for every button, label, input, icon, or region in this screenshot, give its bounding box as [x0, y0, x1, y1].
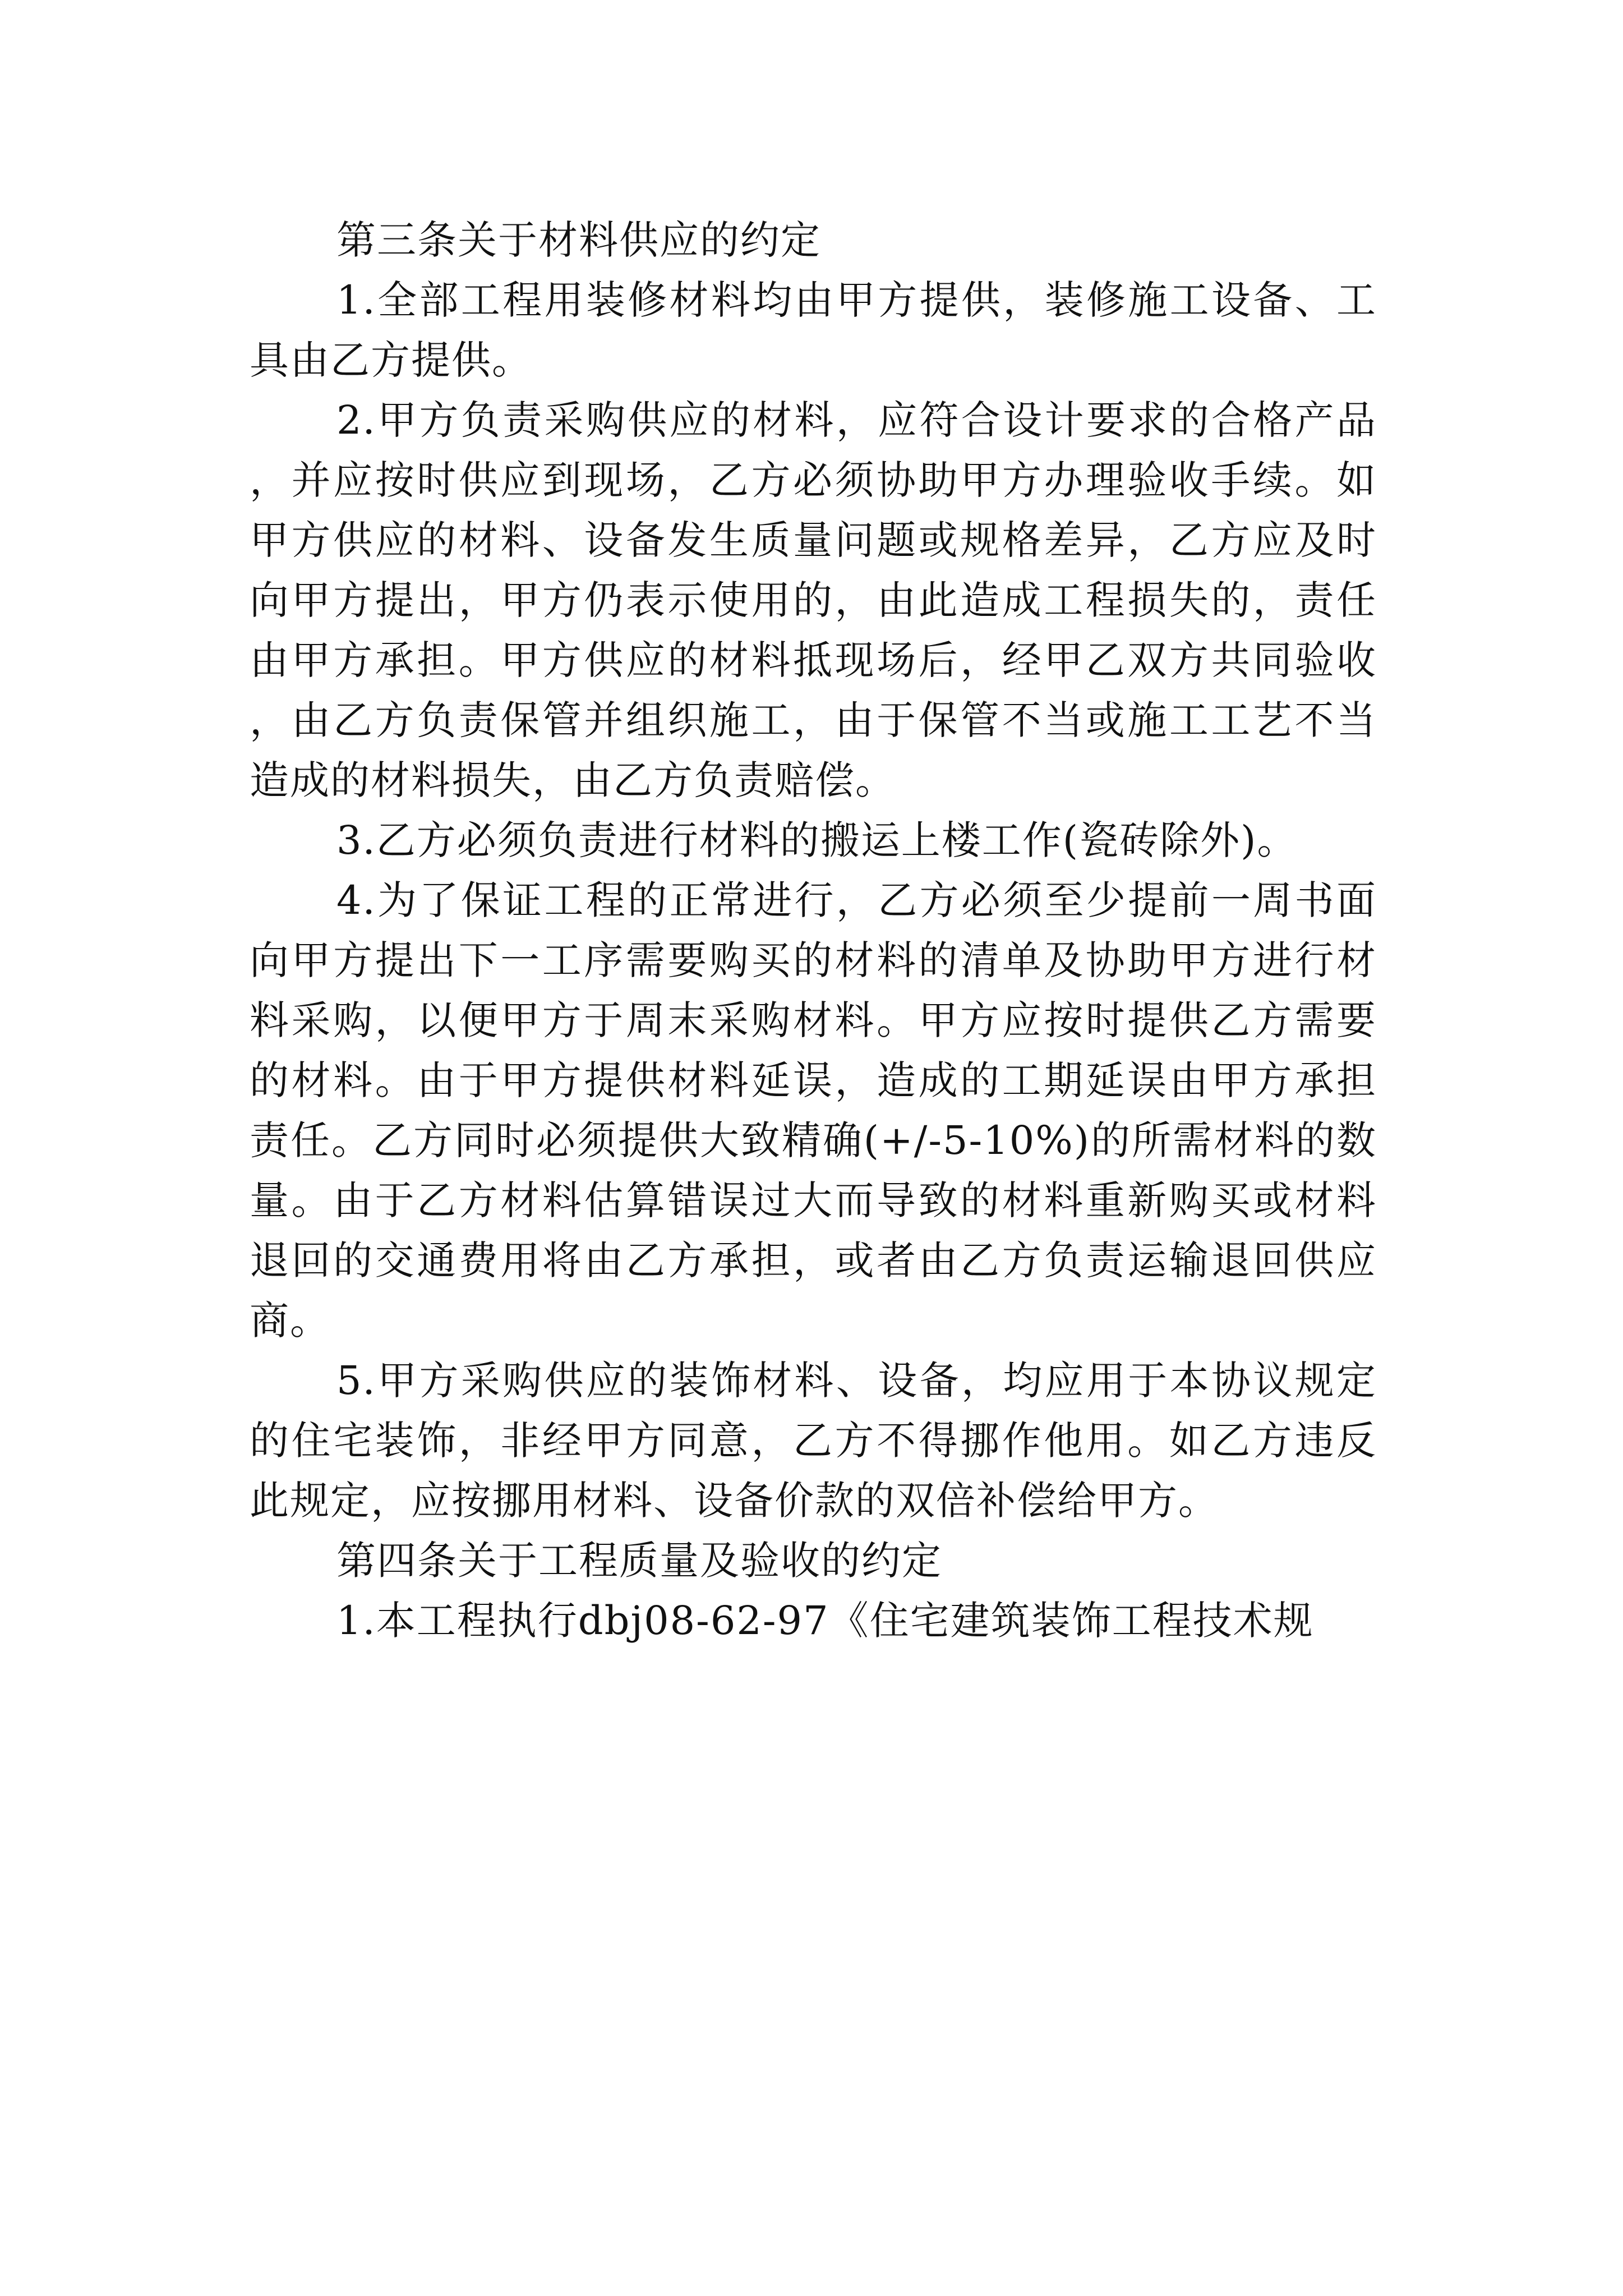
clause-paragraph: 1.本工程执行dbj08-62-97《住宅建筑装饰工程技术规	[336, 1598, 1314, 1644]
clause-paragraph: 5.甲方采购供应的装饰材料、设备，均应用于本协议规定的住宅装饰，非经甲方同意，乙方不得挪作他用。如乙方违反此规定，应按挪用材料、设备价款的双倍补偿给甲方。	[250, 1358, 1377, 1524]
document-body	[250, 210, 1377, 1651]
clause-paragraph: 2.甲方负责采购供应的材料，应符合设计要求的合格产品，并应按时供应到现场，乙方必须协助甲方办理验收手续。如甲方供应的材料、设备发生质量问题或规格差异，乙方应及时向甲方提出，甲方仍表示使用的，由此造成工程损失的，责任由甲方承担。甲方供应的材料抵现场后，经甲乙双方共同验收，由乙方负责保管并组织施工，由于保管不当或施工工艺不当造成的材料损失，由乙方负责赔偿。	[250, 397, 1377, 803]
clause-paragraph: 3.乙方必须负责进行材料的搬运上楼工作(瓷砖除外)。	[336, 817, 1298, 863]
clause-paragraph: 1.全部工程用装修材料均由甲方提供，装修施工设备、工具由乙方提供。	[250, 277, 1377, 383]
clause-paragraph: 4.为了保证工程的正常进行，乙方必须至少提前一周书面向甲方提出下一工序需要购买的材料的清单及协助甲方进行材料采购，以便甲方于周末采购材料。甲方应按时提供乙方需要的材料。由于甲方提供材料延误，造成的工期延误由甲方承担责任。乙方同时必须提供大致精确(+/-5-10%)的所需材料的数量。由于乙方材料估算错误过大而导致的材料重新购买或材料退回的交通费用将由乙方承担，或者由乙方负责运输退回供应商。	[250, 877, 1377, 1343]
section-heading-article-3: 第三条关于材料供应的约定	[336, 217, 821, 263]
section-heading-article-4: 第四条关于工程质量及验收的约定	[336, 1538, 942, 1584]
